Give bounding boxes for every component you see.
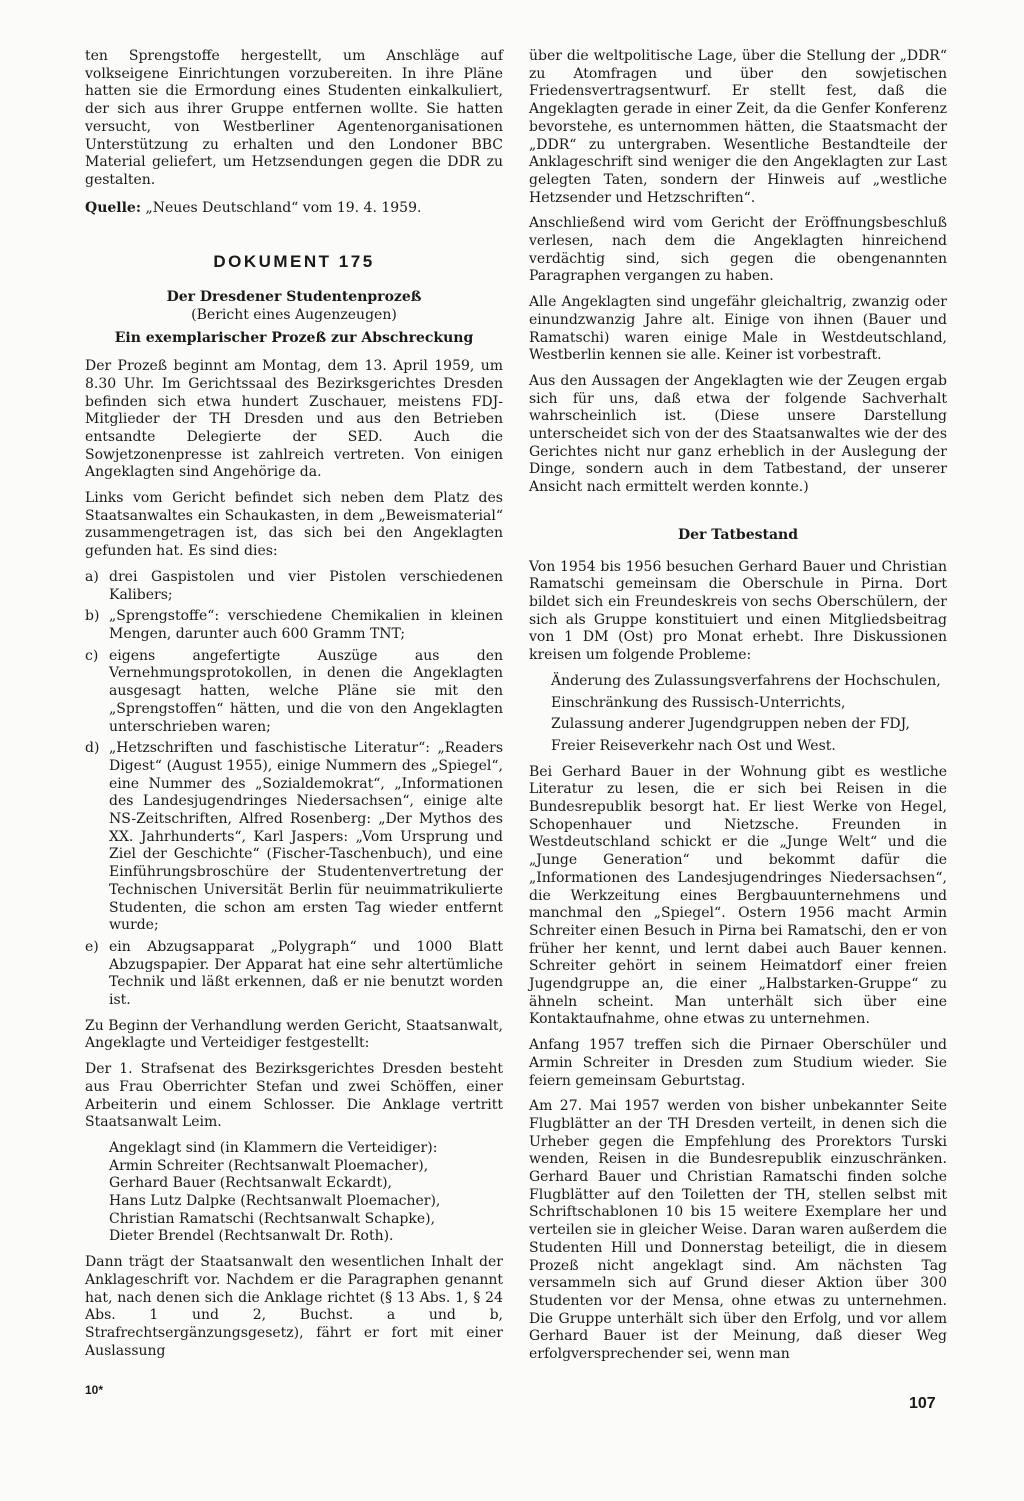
paragraph: Bei Gerhard Bauer in der Wohnung gibt es westliche Literatur zu lesen, die er sich bei Reisen in die Bundesrepublik besorgt hat. Er liest Werke von Hegel, Schopenhauer und Nietzsche. Freunden in Westdeutschland schickt er die „Junge Welt“ und die „Junge Generation“ und bekommt dafür die „Informationen des Landesjugendringes Niedersachsen“, die Werkzeitung eines Bergbauunternehmens und manchmal den „Spiegel“. Ostern 1956 macht Armin Schreiter einen Besuch in Pirna bei Ramatschi, den er von früher her kennt, und lernt dabei auch Bauer kennen. Schreiter gehört in seinem Heimatdorf einer freien Jugendgruppe an, die einer „Halbstarken-Gruppe“ zu ähneln scheint. Man unterhält sich über eine Kontaktaufnahme, ohne etwas zu unternehmen. — [529, 763, 947, 1028]
list-marker: c) — [85, 647, 99, 664]
paragraph: Alle Angeklagten sind ungefähr gleichaltrig, zwanzig oder einundzwanzig Jahre alt. Einige von ihnen (Bauer und Ramatschi) waren einige Male in Westdeutschland, Westberlin kennen sie alle. Keiner ist vorbestraft. — [529, 294, 947, 364]
list-item — [85, 648, 503, 737]
paragraph: Zu Beginn der Verhandlung werden Gericht, Staatsanwalt, Angeklagte und Verteidiger festgestellt: — [85, 1017, 503, 1052]
paragraph: Am 27. Mai 1957 werden von bisher unbekannter Seite Flugblätter an der TH Dresden verteilt, in denen sich die Urheber gegen die Empfehlung des Prorektors Turski wenden, Reisen in die Bundesrepublik einzuschränken. Gerhard Bauer und Christian Ramatschi finden solche Flugblätter auf den Toiletten der TH, stellen selbst mit Schriftschablonen 10 bis 15 weitere Exemplare her und verteilen sie in gleicher Weise. Daran waren außerdem die Studenten Hill und Donnerstag beteiligt, die in diesem Prozeß nicht angeklagt sind. Am nächsten Tag versammeln sich auf Grund dieser Aktion über 300 Studenten vor der Mensa, ohne etwas zu unternehmen. Die Gruppe unterhält sich über den Erfolg, und vor allem Gerhard Bauer ist der Meinung, daß dieser Weg erfolgversprechender sei, wenn man — [529, 1098, 947, 1363]
list-item-text: „Sprengstoffe“: verschiedene Chemikalien in kleinen Mengen, darunter auch 600 Gramm TNT; — [109, 608, 503, 642]
document-heading: DOKUMENT 175 — [213, 252, 375, 272]
paragraph: Links vom Gericht befindet sich neben dem Platz des Staatsanwaltes ein Schaukasten, in dem „Beweismaterial“ zusammengetragen ist, das sich bei den Angeklagten gefunden hat. Es sind dies: — [85, 490, 503, 560]
source-line — [85, 200, 503, 218]
list-marker: d) — [85, 740, 100, 757]
paragraph: Anschließend wird vom Gericht der Eröffnungsbeschluß verlesen, nach dem die Angeklagten hinreichend verdächtig sind, sich gegen die obengenannten Paragraphen vergangen zu haben. — [529, 215, 947, 285]
defendant-line: Armin Schreiter (Rechtsanwalt Ploemacher), — [109, 1157, 429, 1174]
paragraph: Von 1954 bis 1956 besuchen Gerhard Bauer und Christian Ramatschi gemeinsam die Oberschule in Pirna. Dort bildet sich ein Freundeskreis von sechs Oberschülern, der sich als Gruppe konstituiert und einen Mitgliedsbeitrag von 1 DM (Ost) pro Monat erhebt. Ihre Diskussionen kreisen um folgende Probleme: — [529, 558, 947, 664]
document-subtitle: Ein exemplarischer Prozeß zur Abschreckung — [114, 330, 474, 347]
left-column — [85, 48, 503, 1368]
list-item-text: eigens angefertigte Auszüge aus den Vernehmungsprotokollen, in denen die Angeklagten ausgesagt hatten, welche Pläne sie mit den „Sprengstoffen“ hätten, und die von den Angeklagten unterschrieben waren; — [109, 647, 503, 735]
defendant-line: Dieter Brendel (Rechtsanwalt Dr. Roth). — [109, 1228, 394, 1245]
document-title: Der Dresdener Studentenprozeß — [166, 289, 422, 306]
paragraph: Aus den Aussagen der Angeklagten wie der Zeugen ergab sich für uns, daß etwa der folgende Sachverhalt wahrscheinlich ist. (Diese unsere Darstellung unterscheidet sich von der des Staatsanwaltes wie der des Gerichtes nicht nur ganz erheblich in der Auslegung der Dinge, sondern auch in dem Tatbestand, der unserer Ansicht nach ermittelt werden konnte.) — [529, 372, 947, 496]
problem-item: Einschränkung des Russisch-Unterrichts, — [551, 694, 846, 711]
list-marker: e) — [85, 938, 99, 955]
defendant-line: Hans Lutz Dalpke (Rechtsanwalt Ploemacher), — [109, 1193, 441, 1210]
list-marker: b) — [85, 608, 100, 625]
source-label: Quelle: — [85, 199, 141, 216]
defendant-line: Christian Ramatschi (Rechtsanwalt Schapke), — [109, 1210, 436, 1227]
list-item — [85, 939, 503, 1010]
paragraph: Der 1. Strafsenat des Bezirksgerichtes Dresden besteht aus Frau Oberrichter Stefan und zwei Schöffen, einer Arbeiterin und einem Schlosser. Die Anklage vertritt Staatsanwalt Leim. — [85, 1061, 503, 1131]
paragraph: Dann trägt der Staatsanwalt den wesentlichen Inhalt der Anklageschrift vor. Nachdem er die Paragraphen genannt hat, nach denen sich die Anklage richtet (§ 13 Abs. 1, § 24 Abs. 1 und 2, Buchst. a und b, Strafrechtsergänzungsgesetz), fährt er fort mit einer Auslassung — [85, 1254, 503, 1359]
paragraph: über die weltpolitische Lage, über die Stellung der „DDR“ zu Atomfragen und über den sowjetischen Friedensvertragsentwurf. Er stellt fest, daß die Angeklagten gerade in einer Zeit, da die Genfer Konferenz bevorstehe, es unternommen hätten, die Staatsmacht der „DDR“ zu untergraben. Wesentliche Bestandteile der Anklageschrift sind weniger die den Angeklagten zur Last gelegten Taten, sondern der Hinweis auf „westliche Hetzsender und Hetzschriften“. — [529, 48, 947, 206]
list-marker: a) — [85, 568, 99, 585]
list-item-text: drei Gaspistolen und vier Pistolen verschiedenen Kalibers; — [109, 568, 503, 603]
right-column — [529, 48, 947, 1372]
document-subtitle-note: (Bericht eines Augenzeugen) — [191, 306, 397, 323]
problems-list — [529, 673, 947, 756]
list-item — [85, 569, 503, 604]
page-number: 107 — [909, 1395, 936, 1412]
problem-item: Änderung des Zulassungsverfahrens der Hochschulen, — [551, 672, 941, 689]
list-item-text: ein Abzugsapparat „Polygraph“ und 1000 Blatt Abzugspapier. Der Apparat hat eine sehr altertümliche Technik und läßt erkennen, daß er nie benutzt worden ist. — [109, 938, 503, 1009]
section-heading: Der Tatbestand — [678, 526, 798, 543]
problem-item: Freier Reiseverkehr nach Ost und West. — [551, 737, 836, 754]
evidence-list — [85, 569, 503, 1010]
list-item-text: „Hetzschriften und faschistische Literatur“: „Readers Digest“ (August 1955), einige Nummern des „Spiegel“, eine Nummer des „Sozialdemokrat“, „Informationen des Landesjugendringes Niedersachsen“, einige alte NS-Zeitschriften, Alfred Rosenberg: „Der Mythos des XX. Jahrhunderts“, Karl Jaspers: „Vom Ursprung und Ziel der Geschichte“ (Fischer-Taschenbuch), und eine Einführungsbroschüre der Studentenvertretung der Technischen Universität Berlin für neuimmatrikulierte Studenten, die schon am ersten Tag wieder entfernt wurde; — [109, 740, 503, 934]
intro-paragraph: ten Sprengstoffe hergestellt, um Anschläge auf volkseigene Einrichtungen vorzubereiten. In ihre Pläne hatten sie die Ermordung eines Studenten einkalkuliert, der sich aus ihrer Gruppe entfernen wollte. Sie hatten versucht, von Westberliner Agentenorganisationen Unterstützung zu erhalten und den Londoner BBC Material geliefert, um Hetzsendungen gegen die DDR zu gestalten. — [85, 48, 503, 188]
signature-mark: 10* — [85, 1383, 104, 1397]
defendants-list — [85, 1140, 503, 1246]
paragraph: Anfang 1957 treffen sich die Pirnaer Oberschüler und Armin Schreiter in Dresden zum Studium wieder. Sie feiern gemeinsam Geburtstag. — [529, 1037, 947, 1089]
problem-item: Zulassung anderer Jugendgruppen neben der FDJ, — [551, 716, 910, 733]
defendant-line: Angeklagt sind (in Klammern die Verteidiger): — [109, 1139, 438, 1156]
list-item — [85, 608, 503, 643]
paragraph: Der Prozeß beginnt am Montag, dem 13. April 1959, um 8.30 Uhr. Im Gerichtssaal des Bezirksgerichtes Dresden befinden sich etwa hundert Zuschauer, meistens FDJ-Mitglieder der TH Dresden und aus den Betrieben entsandte Delegierte der SED. Auch die Sowjetzonenpresse ist zahlreich vertreten. Von einigen Angeklagten sind Angehörige da. — [85, 358, 503, 481]
list-item — [85, 740, 503, 935]
source-text: „Neues Deutschland“ vom 19. 4. 1959. — [145, 199, 422, 216]
defendant-line: Gerhard Bauer (Rechtsanwalt Eckardt), — [109, 1175, 392, 1192]
